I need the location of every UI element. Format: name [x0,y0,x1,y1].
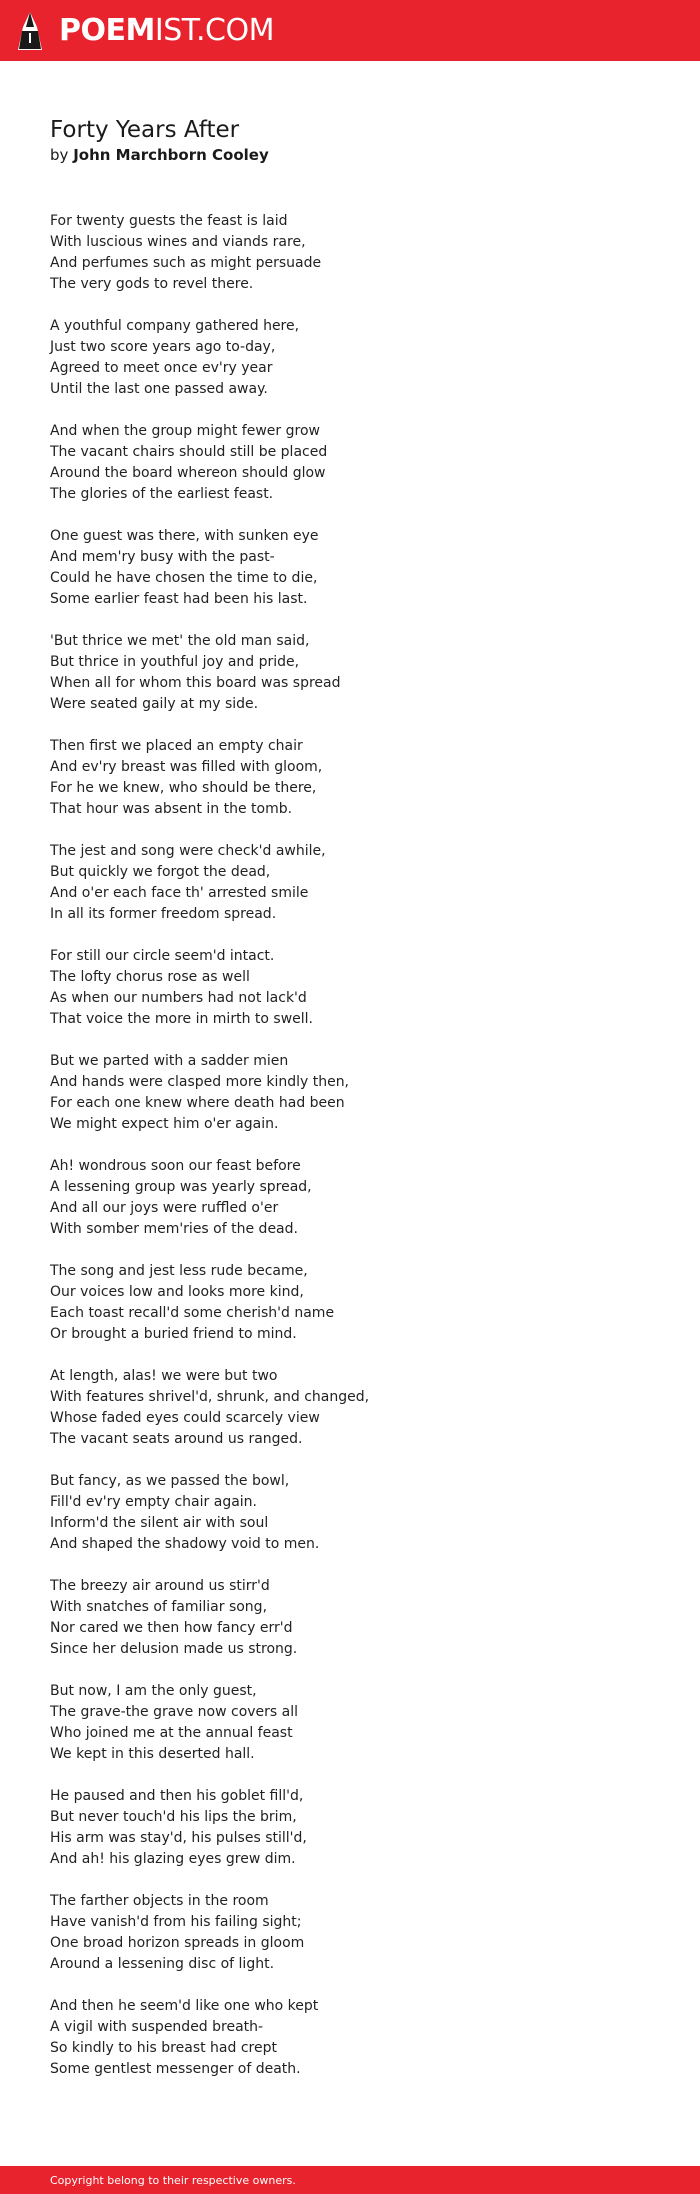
poem-line: Agreed to meet once ev'ry year [50,360,273,376]
poem-line: Inform'd the silent air with soul [50,1515,269,1531]
poem-line: And mem'ry busy with the past- [50,549,275,565]
poem-line: So kindly to his breast had crept [50,2040,277,2056]
poem-line: And shaped the shadowy void to men. [50,1536,320,1552]
poem-line: With somber mem'ries of the dead. [50,1221,298,1237]
poem-line: And ev'ry breast was filled with gloom, [50,759,323,775]
poem-title: Forty Years After [50,117,240,143]
poem-line: Or brought a buried friend to mind. [50,1326,297,1342]
poem-line: 'But thrice we met' the old man said, [50,633,310,649]
poem-line: Just two score years ago to-day, [50,339,276,355]
poem-stanza [50,1681,670,1765]
poem-stanza [50,1471,670,1555]
poem-line: In all its former freedom spread. [50,906,277,922]
poem-line: The grave-the grave now covers all [50,1704,299,1720]
poem-author: John Marchborn Cooley [73,146,269,164]
poem-stanza [50,946,670,1030]
copyright-text: Copyright belong to their respective owners. [50,2173,296,2187]
poem-line: But never touch'd his lips the brim, [50,1809,297,1825]
poem-line: When all for whom this board was spread [50,675,341,691]
poem-line: A vigil with suspended breath- [50,2019,264,2035]
poem-stanza [50,211,670,295]
poem-line: Around a lessening disc of light. [50,1956,275,1972]
poem-content [50,115,670,2101]
poem-line: A youthful company gathered here, [50,318,300,334]
poem-line: Around the board whereon should glow [50,465,326,481]
logo-light-text: IST.COM [154,12,274,48]
poem-stanza [50,1261,670,1345]
poem-line: But fancy, as we passed the bowl, [50,1473,290,1489]
poem-line: The jest and song were check'd awhile, [50,843,326,859]
poem-stanza [50,526,670,610]
poem-line: His arm was stay'd, his pulses still'd, [50,1830,307,1846]
poem-line: Each toast recall'd some cherish'd name [50,1305,335,1321]
poem-line: The glories of the earliest feast. [50,486,274,502]
poem-line: And all our joys were ruffled o'er [50,1200,279,1216]
poem-line: Our voices low and looks more kind, [50,1284,304,1300]
poem-line: Until the last one passed away. [50,381,268,397]
pen-nib-icon [17,11,43,51]
poem-stanza [50,1891,670,1975]
poem-line: For still our circle seem'd intact. [50,948,275,964]
poem-line: But now, I am the only guest, [50,1683,257,1699]
poem-stanza [50,631,670,715]
poem-stanza [50,1366,670,1450]
poem-line: That voice the more in mirth to swell. [50,1011,313,1027]
poem-line: The breezy air around us stirr'd [50,1578,270,1594]
poem-stanza [50,736,670,820]
poem-line: For twenty guests the feast is laid [50,213,288,229]
site-logo[interactable] [17,0,274,61]
poem-line: Could he have chosen the time to die, [50,570,318,586]
poem-line: With features shrivel'd, shrunk, and changed, [50,1389,370,1405]
poem-line: And perfumes such as might persuade [50,255,322,271]
poem-line: For each one knew where death had been [50,1095,345,1111]
poem-stanza [50,1156,670,1240]
poem-line: Since her delusion made us strong. [50,1641,298,1657]
poem-line: Nor cared we then how fancy err'd [50,1620,293,1636]
poem-line: The vacant chairs should still be placed [50,444,328,460]
poem-line: At length, alas! we were but two [50,1368,278,1384]
poem-line: We kept in this deserted hall. [50,1746,255,1762]
poem-line: The song and jest less rude became, [50,1263,308,1279]
poem-line: One guest was there, with sunken eye [50,528,319,544]
poem-stanza [50,1786,670,1870]
poem-line: Then first we placed an empty chair [50,738,303,754]
site-footer [0,2166,700,2194]
poem-line: Whose faded eyes could scarcely view [50,1410,320,1426]
poem-line: And when the group might fewer grow [50,423,320,439]
poem-stanza [50,1576,670,1660]
poem-stanza [50,421,670,505]
poem-line: But quickly we forgot the dead, [50,864,271,880]
poem-line: The farther objects in the room [50,1893,269,1909]
site-logo-text [59,12,274,48]
poem-line: And ah! his glazing eyes grew dim. [50,1851,296,1867]
poem-line: Who joined me at the annual feast [50,1725,293,1741]
poem-line: With luscious wines and viands rare, [50,234,306,250]
poem-line: But we parted with a sadder mien [50,1053,289,1069]
poem-line: Were seated gaily at my side. [50,696,259,712]
logo-bold-text: POEM [59,12,155,48]
poem-line: A lessening group was yearly spread, [50,1179,312,1195]
poem-line: He paused and then his goblet fill'd, [50,1788,304,1804]
poem-line: The very gods to revel there. [50,276,254,292]
poem-line: Fill'd ev'ry empty chair again. [50,1494,257,1510]
poem-line: Some earlier feast had been his last. [50,591,308,607]
poem-body [50,211,670,2080]
poem-line: And hands were clasped more kindly then, [50,1074,350,1090]
poem-line: And then he seem'd like one who kept [50,1998,319,2014]
poem-byline [50,145,670,165]
poem-line: But thrice in youthful joy and pride, [50,654,300,670]
poem-line: And o'er each face th' arrested smile [50,885,309,901]
poem-stanza [50,1996,670,2080]
poem-line: For he we knew, who should be there, [50,780,317,796]
poem-stanza [50,841,670,925]
poem-line: That hour was absent in the tomb. [50,801,293,817]
poem-line: One broad horizon spreads in gloom [50,1935,305,1951]
site-header [0,0,700,61]
poem-line: The lofty chorus rose as well [50,969,250,985]
poem-stanza [50,316,670,400]
poem-line: We might expect him o'er again. [50,1116,279,1132]
poem-line: Some gentlest messenger of death. [50,2061,301,2077]
poem-stanza [50,1051,670,1135]
by-label: by [50,146,69,164]
poem-line: As when our numbers had not lack'd [50,990,307,1006]
poem-line: The vacant seats around us ranged. [50,1431,303,1447]
poem-line: Have vanish'd from his failing sight; [50,1914,302,1930]
poem-line: Ah! wondrous soon our feast before [50,1158,301,1174]
poem-line: With snatches of familiar song, [50,1599,268,1615]
